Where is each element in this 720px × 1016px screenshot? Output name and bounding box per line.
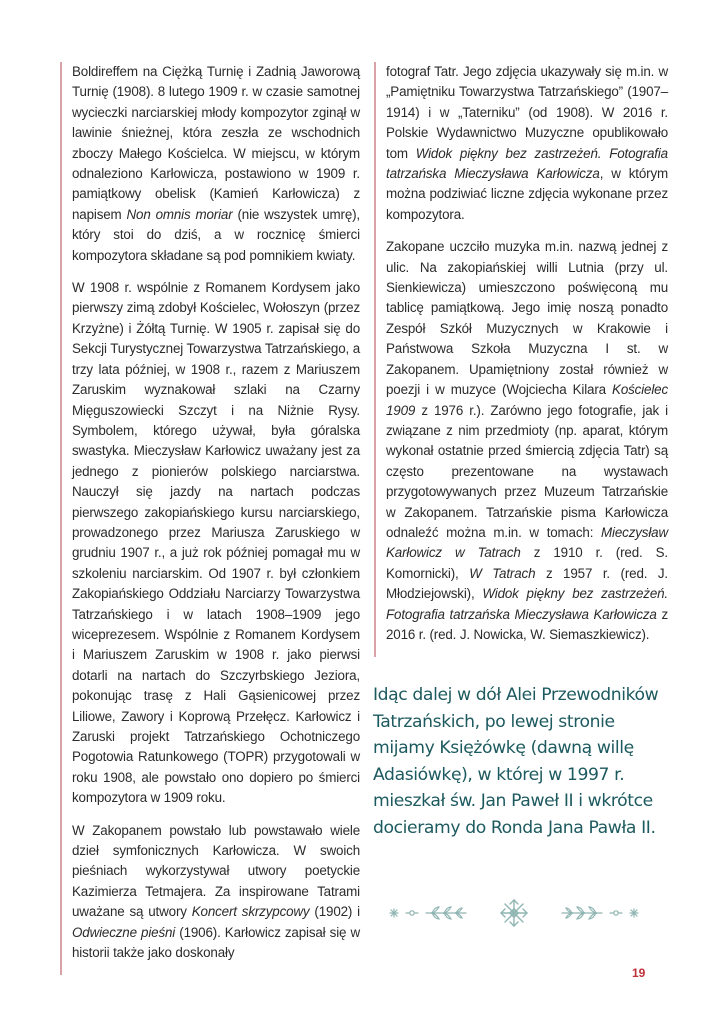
paragraph: W 1908 r. wspólnie z Romanem Kordysem jako pierwszy zimą zdobył Kościelec, Wołoszyn (przez Krzyżne) i Żółtą Turnię. W 1905 r. zapisał się do Sekcji Turystycznej Towarzystwa Tatrzańskiego, a trzy lata później, w 1908 r., razem z Mariuszem Zaruskim wyznakował szlaki na Czarny Mięguszowiecki Szczyt i na Niżnie Rysy. Symbolem, którego używał, była góralska swastyka. Mieczysław Karłowicz uważany jest za jednego z pionierów polskiego narciarstwa. Nauczył się jazdy na nartach podczas pierwszego zakopiańskiego kursu narciarskiego, prowadzonego przez Mariusza Zaruskiego w grudniu 1907 r., a już rok później pomagał mu w szkoleniu narciarskim. Od 1907 r. był członkiem Zakopiańskiego Oddziału Narciarzy Towarzystwa Tatrzańskiego i w latach 1908–1909 jego wiceprezesem. Wspólnie z Romanem Kordysem i Mariuszem Zaruskim w 1908 r. jako pierwsi dotarli na nartach do Szczyrbskiego Jeziora, pokonując trasę z Hali Gąsienicowej przez Liliowe, Zawory i Koprową Przełęcz. Karłowicz i Zaruski projekt Tatrzańskiego Ochotniczego Pogotowia Ratunkowego (TOPR) przygotowali w roku 1908, ale powstało ono dopiero po śmierci kompozytora w 1909 roku. — [72, 280, 360, 806]
folk-snowflake-ornament-icon — [388, 898, 640, 928]
callout-paragraph: Idąc dalej w dół Alei Przewodników Tatrzańskich, po lewej stronie mijamy Księżówkę (dawną willę Adasiówkę), w której w 1997 r. mieszkał św. Jan Paweł II i wkrótce docieramy do Ronda Jana Pawła II. — [373, 685, 659, 838]
paragraph: W Zakopanem powstało lub powstawało wiele dzieł symfonicznych Karłowicza. W swoich pieśniach wykorzystywał utwory poetyckie Kazimierza Tetmajera. Za inspirowane Tatrami uważane są utwory Koncert skrzypcowy (1902) i Odwieczne pieśni (1906). Karłowicz zapisał się w historii także jako doskonały — [72, 822, 360, 961]
callout-text — [373, 682, 663, 842]
right-text-column — [374, 62, 668, 657]
paragraph: fotograf Tatr. Jego zdjęcia ukazywały się m.in. w „Pamiętniku Towarzystwa Tatrzańskiego” (1907–1914) i w „Taterniku” (od 1908). W 2016 r. Polskie Wydawnictwo Muzyczne opublikowało tom Widok piękny bez zastrzeżeń. Fotografia tatrzańska Mieczysława Karłowicza, w którym można podziwiać liczne zdjęcia wykonane przez kompozytora. — [386, 64, 668, 222]
page-number: 19 — [632, 966, 646, 980]
paragraph: Boldireffem na Ciężką Turnię i Zadnią Jaworową Turnię (1908). 8 lutego 1909 r. w czasie samotnej wycieczki narciarskiej młody kompozytor zginął w lawinie śnieżnej, która zeszła ze wschodnich zboczy Małego Kościelca. W miejscu, w którym odnaleziono Karłowicza, postawiono w 1909 r. pamiątkowy obelisk (Kamień Karłowicza) z napisem Non omnis moriar (nie wszystek umrę), który stoi do dziś, a w rocznicę śmierci kompozytora składane są pod pomnikiem kwiaty. — [72, 64, 360, 263]
left-text-column — [60, 62, 360, 975]
paragraph: Zakopane uczciło muzyka m.in. nazwą jednej z ulic. Na zakopiańskiej willi Lutnia (przy ul. Sienkiewicza) umieszczono poświęconą mu tablicę pamiątkową. Jego imię noszą ponadto Zespół Szkół Muzycznych w Krakowie i Państwowa Szkoła Muzyczna I st. w Zakopanem. Upamiętniony został również w poezji i w muzyce (Wojciecha Kilara Kościelec 1909 z 1976 r.). Zarówno jego fotografie, jak i związane z nim przedmioty (np. aparat, którym wykonał ostatnie przed śmiercią zdjęcia Tatr) są często prezentowane na wystawach przygotowywanych przez Muzeum Tatrzańskie w Zakopanem. Tatrzańskie pisma Karłowicza odnaleźć można m.in. w tomach: Mieczysław Karłowicz w Tatrach z 1910 r. (red. S. Komornicki), W Tatrach z 1957 r. (red. J. Młodziejowski), Widok piękny bez zastrzeżeń. Fotografia tatrzańska Mieczysława Karłowicza z 2016 r. (red. J. Nowicka, W. Siemaszkiewicz). — [386, 239, 668, 642]
